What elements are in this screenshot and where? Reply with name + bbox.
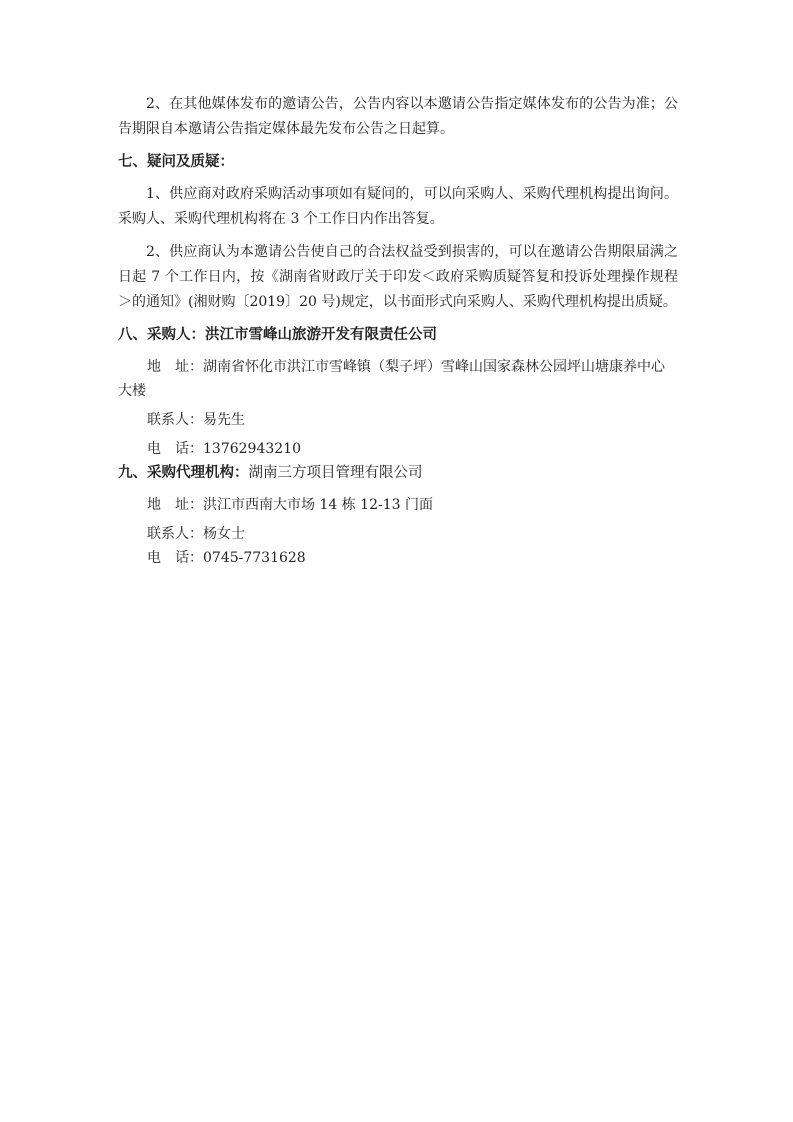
agency-address-line <box>118 493 678 517</box>
purchaser-contact-line <box>118 408 678 432</box>
agency-contact-label: 联系人： <box>147 526 203 542</box>
purchaser-phone-label-b: 话： <box>175 441 203 457</box>
section9-heading <box>118 461 678 486</box>
section9-heading-label: 九、采购代理机构： <box>118 465 249 481</box>
section7-paragraph-2: 2、供应商认为本邀请公告使自己的合法权益受到损害的，可以在邀请公告期限届满之日起 7 个工作日内，按《湖南省财政厅关于印发＜政府采购质疑答复和投诉处理操作规程＞的通知》(湘财购〔2019〕20 号)规定，以书面形式向采购人、采购代理机构提出质疑。 <box>118 244 678 310</box>
agency-phone-line <box>118 546 678 570</box>
purchaser-contact-label: 联系人： <box>147 412 203 428</box>
purchaser-phone: 13762943210 <box>203 441 301 457</box>
purchaser-name: 洪江市雪峰山旅游开发有限责任公司 <box>205 327 437 343</box>
agency-name: 湖南三方项目管理有限公司 <box>248 465 423 481</box>
section8-heading-label: 八、采购人： <box>118 327 205 343</box>
agency-address-label-b: 址： <box>175 497 203 513</box>
purchaser-contact: 易先生 <box>203 412 245 428</box>
section7-heading: 七、疑问及质疑： <box>118 154 234 170</box>
agency-contact: 杨女士 <box>203 526 245 542</box>
agency-phone-label-b: 话： <box>175 550 203 566</box>
agency-address-label-a: 地 <box>147 497 175 513</box>
document-page <box>118 92 678 570</box>
purchaser-address-label-a: 地 <box>147 359 175 375</box>
agency-phone: 0745-7731628 <box>203 550 306 566</box>
agency-phone-label-a: 电 <box>147 550 175 566</box>
purchaser-address-label-b: 址： <box>175 359 203 375</box>
purchaser-address-line <box>118 355 678 403</box>
agency-contact-line <box>118 522 678 546</box>
purchaser-address: 湖南省怀化市洪江市雪峰镇（梨子坪）雪峰山国家森林公园坪山塘康养中心大楼 <box>118 359 665 399</box>
purchaser-phone-label-a: 电 <box>147 441 175 457</box>
section7-paragraph-1: 1、供应商对政府采购活动事项如有疑问的，可以向采购人、采购代理机构提出询问。采购人、采购代理机构将在 3 个工作日内作出答复。 <box>118 186 678 227</box>
agency-address: 洪江市西南大市场 14 栋 12-13 门面 <box>203 497 433 513</box>
section8-heading <box>118 323 678 348</box>
section6-paragraph-2: 2、在其他媒体发布的邀请公告，公告内容以本邀请公告指定媒体发布的公告为准；公告期限自本邀请公告指定媒体最先发布公告之日起算。 <box>118 96 678 137</box>
purchaser-phone-line <box>118 437 678 461</box>
